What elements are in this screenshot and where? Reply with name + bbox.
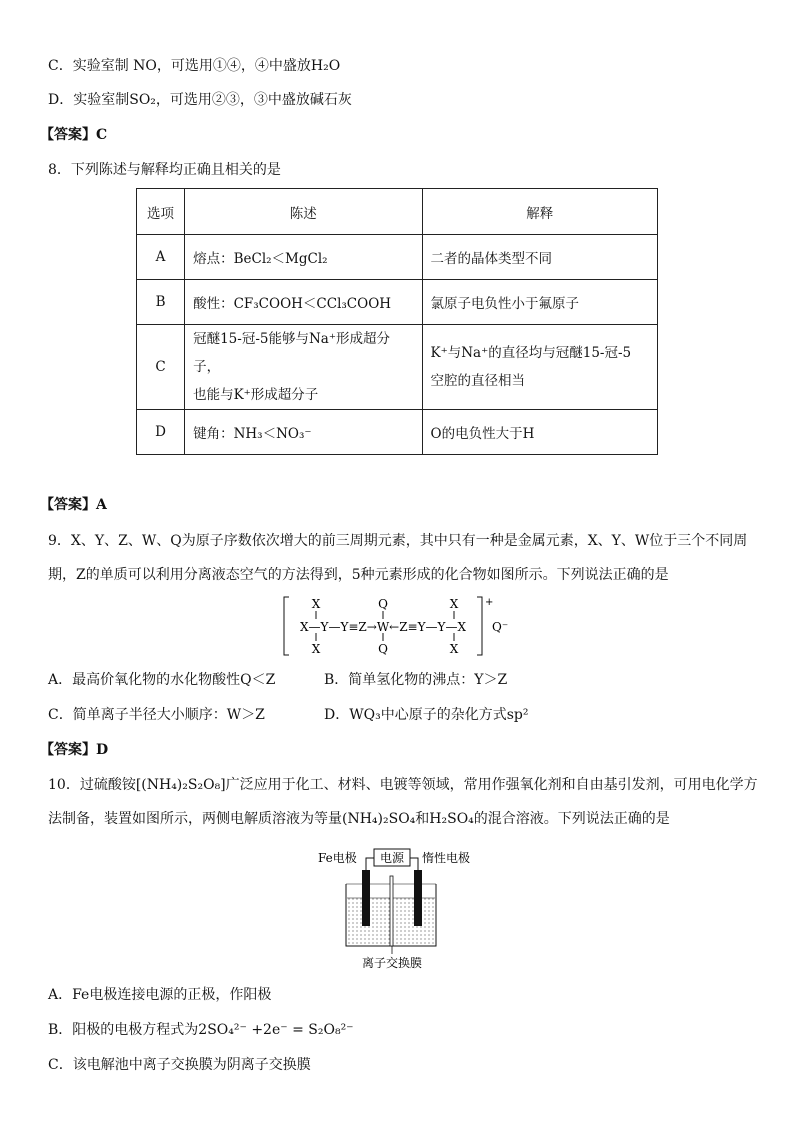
q10-stem-line1: 10．过硫酸铵[(NH₄)₂S₂O₈]广泛应用于化工、材料、电镀等领域，常用作强氧化剂和自由基引发剂，可用电化学方: [48, 777, 758, 793]
q7-option-d: D．实验室制SO₂，可选用②③，③中盛放碱石灰: [48, 92, 352, 108]
q9-option-d: D．WQ₃中心原子的杂化方式sp²: [324, 707, 529, 723]
q8-header-option: 选项: [137, 189, 185, 235]
q10-option-c: C．该电解池中离子交换膜为阴离子交换膜: [48, 1057, 311, 1073]
q9-option-a: A．最高价氧化物的水化物酸性Q＜Z: [48, 672, 276, 688]
q10-option-a: A．Fe电极连接电源的正极，作阳极: [48, 987, 272, 1003]
q8-row-d-option: D: [137, 410, 185, 455]
inert-electrode-label: 惰性电极: [422, 851, 471, 865]
q8-row-b-explanation: 氯原子电负性小于氟原子: [422, 280, 657, 325]
q8-row-c-option: C: [137, 325, 185, 410]
ion-exchange-membrane: [390, 876, 393, 946]
q8-row-d-statement: 键角：NH₃＜NO₃⁻: [185, 410, 422, 455]
q8-row-a-option: A: [137, 235, 185, 280]
q9-stem-line2: 期，Z的单质可以利用分离液态空气的方法得到，5种元素形成的化合物如图所示。下列说法正确的是: [48, 567, 669, 583]
q8-table: [136, 188, 658, 455]
power-source-label: 电源: [379, 851, 405, 865]
q8-row-d-explanation: O的电负性大于H: [422, 410, 657, 455]
q7-answer: 【答案】C: [40, 127, 108, 143]
q8-row-b: [137, 280, 658, 325]
structure-bottom-q: Q: [378, 642, 388, 656]
q9-option-b: B．简单氢化物的沸点：Y＞Z: [324, 672, 508, 688]
q8-header-explanation: 解释: [422, 189, 657, 235]
wire-right: [410, 858, 418, 870]
left-bracket: [284, 597, 289, 655]
q8-row-a: [137, 235, 658, 280]
q8-row-c-explanation-line2: 空腔的直径相当: [430, 373, 526, 389]
inert-electrode: [414, 870, 422, 926]
q10-option-b: B．阳极的电极方程式为2SO₄²⁻ +2e⁻ = S₂O₈²⁻: [48, 1022, 354, 1038]
q8-answer: 【答案】A: [40, 497, 107, 513]
membrane-label: 离子交换膜: [361, 956, 423, 970]
q8-row-c: [137, 325, 658, 410]
q10-electrolysis-figure: [316, 846, 480, 970]
q8-row-d: [137, 410, 658, 455]
q8-row-c-explanation: [422, 325, 657, 410]
fe-electrode-label: Fe电极: [318, 851, 357, 865]
q10-stem-line2: 法制备，装置如图所示，两侧电解质溶液为等量(NH₄)₂SO₄和H₂SO₄的混合溶液。下列说法正确的是: [48, 811, 670, 827]
structure-main-chain: X—Y—Y≡Z→W←Z≡Y—Y—X: [299, 620, 467, 634]
structure-counter-ion: Q⁻: [492, 620, 509, 634]
structure-bottom-x-right: X: [449, 642, 459, 656]
q9-option-c: C．简单离子半径大小顺序：W＞Z: [48, 707, 265, 723]
q8-row-c-statement: [185, 325, 422, 410]
q8-row-b-statement: 酸性：CF₃COOH＜CCl₃COOH: [185, 280, 422, 325]
wire-left: [366, 858, 374, 870]
q9-answer: 【答案】D: [40, 742, 109, 758]
structure-top-x-left: X: [311, 597, 321, 611]
structure-bottom-x-left: X: [311, 642, 321, 656]
q8-row-c-statement-line1: 冠醚15-冠-5能够与Na⁺形成超分子，: [193, 331, 390, 375]
right-bracket: [477, 597, 482, 655]
q8-row-a-statement: 熔点：BeCl₂＜MgCl₂: [185, 235, 422, 280]
q9-structure-figure: [280, 594, 520, 658]
structure-charge: +: [485, 597, 494, 608]
q9-stem-line1: 9．X、Y、Z、W、Q为原子序数依次增大的前三周期元素，其中只有一种是金属元素，X、Y、W位于三个不同周: [48, 533, 748, 549]
q8-row-c-statement-line2: 也能与K⁺形成超分子: [193, 387, 319, 403]
fe-electrode: [362, 870, 370, 926]
q8-header-statement: 陈述: [185, 189, 422, 235]
structure-top-x-right: X: [449, 597, 459, 611]
q7-option-c: C．实验室制 NO，可选用①④，④中盛放H₂O: [48, 58, 341, 74]
q8-table-header-row: [137, 189, 658, 235]
q8-row-c-explanation-line1: K⁺与Na⁺的直径均与冠醚15-冠-5: [430, 345, 632, 361]
q8-stem: 8．下列陈述与解释均正确且相关的是: [48, 162, 281, 178]
structure-top-q: Q: [378, 597, 388, 611]
q8-row-b-option: B: [137, 280, 185, 325]
q8-row-a-explanation: 二者的晶体类型不同: [422, 235, 657, 280]
